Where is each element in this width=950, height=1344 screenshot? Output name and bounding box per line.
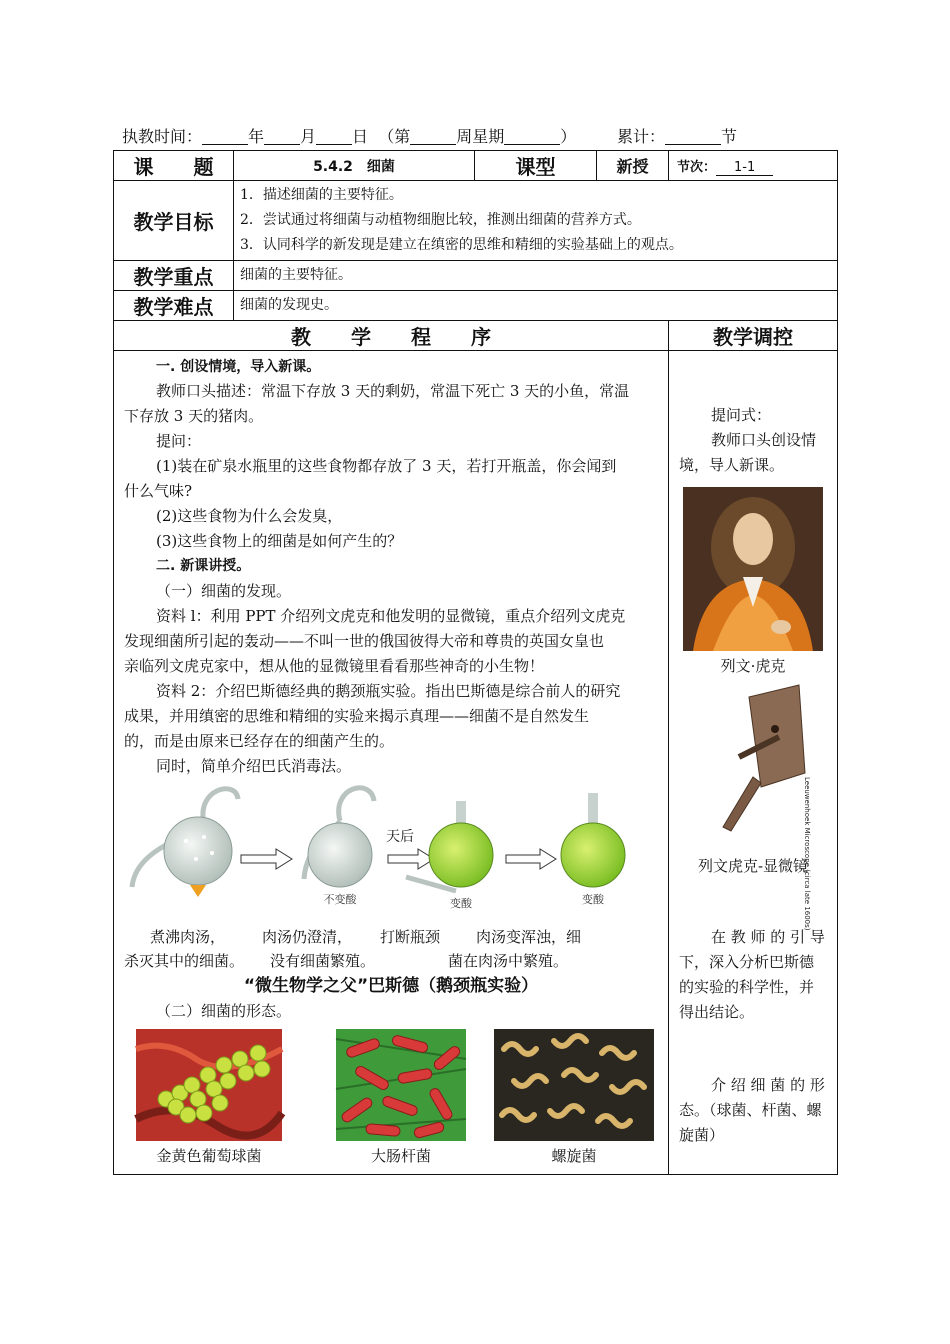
flask-caption: 没有细菌繁殖。 <box>270 952 376 970</box>
arrow-icon <box>506 849 556 869</box>
goals-label: 教学目标 <box>114 181 234 261</box>
control-note: 得出结论。 <box>679 1003 755 1021</box>
flask-caption: 肉汤仍澄清， <box>262 928 353 946</box>
control-note: 境，导人新课。 <box>679 456 785 474</box>
section-1-title: 一. 创设情境，导入新课。 <box>156 359 321 375</box>
paragraph: 资料 2：介绍巴斯德经典的鹅颈瓶实验。指出巴斯德是综合前人的研究 <box>156 682 621 700</box>
subsection-2: （二）细菌的形态。 <box>156 1002 292 1020</box>
swan-neck-flask-figure <box>126 779 656 917</box>
control-note: 的实验的科学性，并 <box>679 978 815 996</box>
section-suffix: 节 <box>720 127 737 146</box>
period-cell <box>669 151 838 181</box>
weekday-blank <box>504 128 560 145</box>
goal-item: 2．尝试通过将细菌与动植物细胞比较，推测出细菌的营养方式。 <box>240 212 641 228</box>
microscope-caption: 列文虎克-显微镜 <box>697 857 809 875</box>
control-note: 下，深入分析巴斯德 <box>679 953 815 971</box>
control-note: 旋菌） <box>679 1126 725 1144</box>
control-note: 介 绍 细 菌 的 形 <box>711 1076 825 1094</box>
flask-label: 不变酸 <box>323 893 357 906</box>
paragraph: 成果，并用缜密的思维和精细的实验来揭示真理——细菌不是自然发生 <box>124 707 590 725</box>
week-open: （第 <box>378 127 411 146</box>
topic-value: 5.4.2 细菌 <box>234 151 475 181</box>
subsection-1: （一）细菌的发现。 <box>156 582 292 600</box>
paragraph: 的，而是由原来已经存在的细菌产生的。 <box>124 732 395 750</box>
difficulty-value: 细菌的发现史。 <box>234 291 838 321</box>
day-blank <box>316 128 352 145</box>
control-note: 教师口头创设情 <box>711 431 817 449</box>
day-label: 日 <box>352 127 369 146</box>
focus-value: 细菌的主要特征。 <box>234 261 838 291</box>
time-label: 执教时间： <box>122 127 203 146</box>
control-note: 态。（球菌、杆菌、螺 <box>679 1101 822 1119</box>
pasteur-title: “微生物学之父”巴斯德（鹅颈瓶实验） <box>243 976 539 996</box>
spirillum-image <box>494 1029 654 1141</box>
arrow-icon <box>241 849 292 869</box>
flask-caption: 煮沸肉汤， <box>150 928 226 946</box>
arrow-icon <box>388 849 434 869</box>
bacteria-caption: 金黄色葡萄球菌 <box>156 1147 262 1165</box>
flask-caption: 打断瓶颈 <box>380 928 441 946</box>
portrait-caption: 列文·虎克 <box>720 657 786 675</box>
paragraph: 教师口头描述：常温下存放 3 天的剩奶，常温下死亡 3 天的小鱼，常温 <box>156 382 630 400</box>
paragraph: 资料 l：利用 PPT 介绍列文虎克和他发明的显微镜，重点介绍列文虎克 <box>156 607 626 625</box>
paragraph: 下存放 3 天的猪肉。 <box>124 407 264 425</box>
goal-item: 1．描述细菌的主要特征。 <box>240 187 403 203</box>
question-2: (2)这些食物为什么会发臭， <box>156 507 343 525</box>
control-heading: 教学调控 <box>669 321 838 351</box>
week-close: ） <box>560 127 577 146</box>
year-label: 年 <box>248 127 265 146</box>
section-2-title: 二. 新课讲授。 <box>156 558 251 574</box>
flask-turbid-broth <box>561 793 625 906</box>
control-note: 在 教 师 的 引 导 <box>711 928 825 946</box>
type-label: 课型 <box>475 151 597 181</box>
flask-label: 变酸 <box>582 893 604 906</box>
e-coli-image <box>336 1029 466 1141</box>
weekday-label: 周星期 <box>456 127 505 146</box>
topic-label: 课 题 <box>114 151 234 181</box>
period-label: 节次： <box>677 160 717 175</box>
bacteria-caption: 大肠杆菌 <box>370 1147 431 1165</box>
control-note: 提问式： <box>711 406 772 424</box>
focus-label: 教学重点 <box>114 261 234 291</box>
goals-list <box>234 181 838 261</box>
flask-clear-broth <box>304 788 374 906</box>
leeuwenhoek-portrait <box>683 487 823 651</box>
total-blank <box>665 128 721 145</box>
bacteria-caption: 螺旋菌 <box>551 1147 597 1165</box>
difficulty-label: 教学难点 <box>114 291 234 321</box>
header-line <box>122 126 834 148</box>
flask-caption: 肉汤变浑浊，细 <box>476 928 582 946</box>
program-cell <box>114 351 669 1175</box>
lesson-plan-table <box>113 150 838 1175</box>
question-1: (1)装在矿泉水瓶里的这些食物都存放了 3 天，若打开瓶盖，你会闻到 <box>156 457 617 475</box>
paragraph: 提问： <box>156 432 202 450</box>
program-heading: 教 学 程 序 <box>114 321 669 351</box>
question-1-cont: 什么气味? <box>124 482 193 500</box>
flask-caption: 菌在肉汤中繁殖。 <box>448 952 569 970</box>
week-blank <box>410 128 456 145</box>
paragraph: 同时，简单介绍巴氏消毒法。 <box>156 757 352 775</box>
goal-item: 3．认同科学的新发现是建立在缜密的思维和精细的实验基础上的观点。 <box>240 237 683 253</box>
control-cell <box>669 351 838 1175</box>
flask-caption: 杀灭其中的细菌。 <box>124 952 245 970</box>
type-value: 新授 <box>597 151 669 181</box>
period-value: 1-1 <box>716 160 773 176</box>
month-label: 月 <box>300 127 317 146</box>
month-blank <box>264 128 300 145</box>
microscope-label: Leeuwenhoek Microscope (circa late 1600s) <box>803 777 811 931</box>
flask-boiling <box>132 789 238 897</box>
flask-label: 变酸 <box>450 897 472 910</box>
year-blank <box>202 128 248 145</box>
paragraph: 亲临列文虎克家中，想从他的显微镜里看看那些神奇的小生物！ <box>124 657 545 675</box>
total-label: 累计： <box>616 127 665 146</box>
question-3: (3)这些食物上的细菌是如何产生的？ <box>156 532 403 550</box>
paragraph: 发现细菌所引起的轰动——不叫一世的俄国彼得大帝和尊贵的英国女皇也 <box>124 632 605 650</box>
flask-tag: 天后 <box>386 829 414 845</box>
staphylococcus-image <box>136 1029 282 1141</box>
